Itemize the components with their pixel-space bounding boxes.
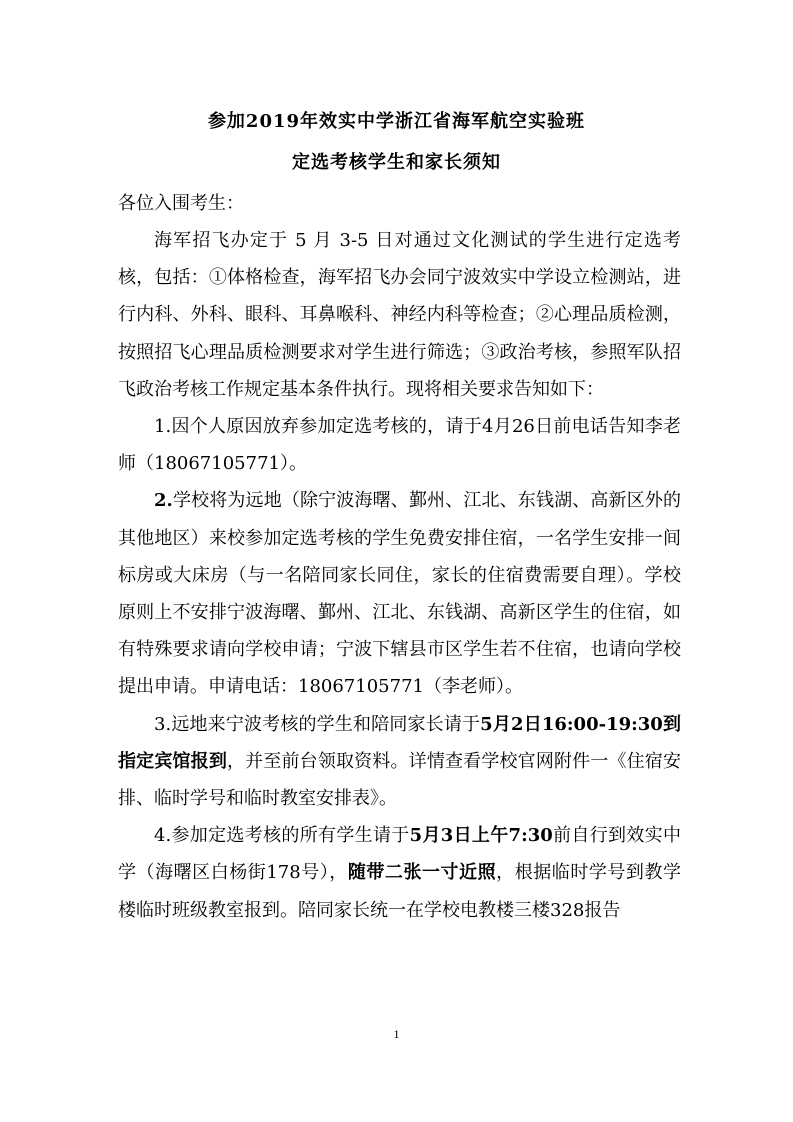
item-3-text-a: 3.远地来宁波考核的学生和陪同家长请于	[154, 713, 481, 735]
item-2-paragraph	[118, 482, 681, 705]
item-3-text-b: ，并至前台领取资料。详情查看学校官网附件一《住宿安排、临时学号和临时教室安排表》。	[118, 750, 681, 810]
item-4-text-b: 前自行到效实中学（海曙区白杨街178号），	[118, 825, 681, 884]
item-2-number: 2.	[154, 490, 173, 512]
item-4-bold-time: 5月3日上午7:30	[409, 825, 553, 847]
item-4-bold-photo: 随带二张一寸近照	[347, 862, 497, 884]
intro-paragraph: 海军招飞办定于 5 月 3-5 日对通过文化测试的学生进行定选考核，包括：①体格检查，海军招飞办会同宁波效实中学设立检测站，进行内科、外科、眼科、耳鼻喉科、神经内科等检查；②心理品质检测，按照招飞心理品质检测要求对学生进行筛选；③政治考核，参照军队招飞政治考核工作规定基本条件执行。现将相关要求告知如下：	[118, 230, 681, 400]
document-title-line-2: 定选考核学生和家长须知	[292, 152, 501, 173]
document-body	[118, 222, 681, 929]
document-title-line-1: 参加2019年效实中学浙江省海军航空实验班	[207, 111, 586, 132]
item-3-paragraph	[118, 706, 681, 818]
greeting: 各位入围考生：	[118, 193, 244, 214]
item-2-text: 学校将为远地（除宁波海曙、鄞州、江北、东钱湖、高新区外的其他地区）来校参加定选考核的学生免费安排住宿，一名学生安排一间标房或大床房（与一名陪同家长同住，家长的住宿费需要自理）。学校原则上不安排宁波海曙、鄞州、江北、东钱湖、高新区学生的住宿，如有特殊要求请向学校申请；宁波下辖县市区学生若不住宿，也请向学校提出申请。申请电话：18067105771（李老师）。	[118, 490, 681, 698]
item-4-paragraph	[118, 817, 681, 929]
item-4-text-c: ，根据临时学号到教学楼临时班级教室报到。陪同家长统一在学校电教楼三楼328报告	[118, 862, 682, 921]
item-4-text-a: 4.参加定选考核的所有学生请于	[154, 825, 410, 847]
item-1-paragraph: 1.因个人原因放弃参加定选考核的，请于4月26日前电话告知李老师（18067105771）。	[118, 416, 681, 475]
page-number: 1	[393, 1027, 400, 1041]
item-3-bold-time: 5月2日16:00-19:30到指定宾馆报到	[118, 713, 681, 772]
